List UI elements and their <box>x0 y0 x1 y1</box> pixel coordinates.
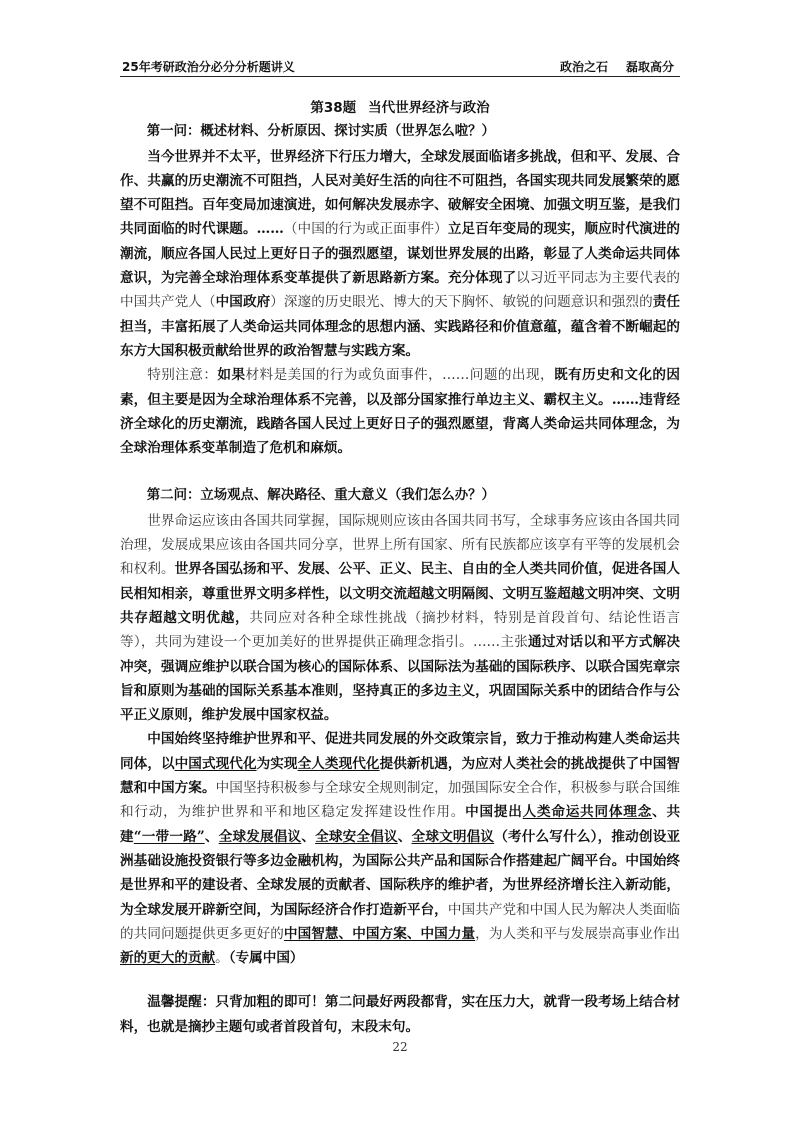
question-title <box>120 96 680 120</box>
q2-p2-underline-2: 全人类现代化 <box>297 755 380 772</box>
q1-p1-bold-2: 立足百年变局的现实，顺应时代演进的潮流，顺应各国人民过上更好日子的强烈愿望，谋划世界发展的出路，彰显了人类命运共同体意识，为完善全球治理体系变革提供了新思路新方案。充分体现了 <box>120 221 681 287</box>
tip-paragraph <box>120 990 680 1039</box>
document-body <box>120 96 680 1039</box>
q1-p2-label: 特别注意： <box>147 367 218 384</box>
q2-p2-bold-3: 提供新机遇，为应对人类社会的挑战提供了中国智慧和中国方案。 <box>120 755 681 797</box>
q2-p2-sep-2: 、 <box>301 828 316 845</box>
q2-p2-underline-9: 新的更大的贡献 <box>120 950 216 967</box>
q2-p2-underline-4: “一带一路” <box>133 828 205 845</box>
q1-p2-bold-2: 既有历史和文化的因素，但主要是因为全球治理体系不完善，以及部分国家推行单边主义、霸权主义。……违背经济全球化的历史潮流，践踏各国人民过上更好日子的强烈愿望，背离人类命运共同体理念，为全球治理体系变革制造了危机和麻烦。 <box>120 367 681 457</box>
q1-p2-text: 材料是美国的行为或负面事件，……问题的出现， <box>245 367 555 384</box>
q1-paragraph-1 <box>120 145 680 364</box>
spacer <box>120 970 680 990</box>
q1-p1-text-1: 以习近平同志为主要代表的中国共产党人（ <box>120 270 681 311</box>
q2-p2-sep-1: 、 <box>204 828 219 845</box>
q2-p2-text-4: 。 <box>215 950 229 967</box>
header-brand-name: 政治之石 <box>559 60 608 74</box>
q2-p2-bold-6: （考什么写什么），推动创设亚洲基础设施投资银行等多边金融机构，为国际公共产品和国际合作搭建起广阔平台。中国始终是世界和平的建设者、全球发展的贡献者、国际秩序的维护者，为世界经济增长注入新动能，为全球发展开辟新空间，为国际经济合作打造新平台， <box>120 828 681 918</box>
question-number: 第38题 <box>310 100 357 116</box>
q2-p2-bold-5: 、共建 <box>120 804 681 845</box>
tip-text: 温馨提醒：只背加粗的即可！第二问最好两段都背，实在压力大，就背一段考场上结合材料，也就是摘抄主题句或者首段首句，末段末句。 <box>120 994 680 1035</box>
q2-p1-text-1: 世界命运应该由各国共同掌握，国际规则应该由各国共同书写，全球事务应该由各国共同治理，发展成果应该由各国共同分享，世界上所有国家、所有民族都应该享有平等的发展机会和权利。 <box>120 512 680 578</box>
q2-p2-underline-5: 全球发展倡议 <box>218 828 302 845</box>
q2-p2-bold-7: （专属中国） <box>228 950 304 967</box>
q2-p1-bold-2: 通过对话以和平方式解决冲突，强调应维护以联合国为核心的国际体系、以国际法为基础的国际秩序、以联合国宪章宗旨和原则为基础的国际关系基本准则，坚持真正的多边主义，巩固国际关系中的团结合作与公平正义原则，维护发展中国家权益。 <box>120 634 681 724</box>
q2-p2-bold-4: 中国提出 <box>465 804 523 821</box>
q2-heading: 第二问：立场观点、解决路径、重大意义（我们怎么办？） <box>146 488 495 504</box>
q2-p2-text-2: 中国共产党和中国人民为解决人类面临的共同问题提供更多更好的 <box>120 901 680 942</box>
q1-p2-bold-1: 如果 <box>217 367 246 384</box>
q2-p2-sep-3: 、 <box>397 828 412 845</box>
q2-p1-text-2: 共同应对各种全球性挑战（摘抄材料，特别是首段首句、结论性语言等），共同为建设一个更加美好的世界提供正确理念指引。……主张 <box>120 609 681 651</box>
q1-p1-text-2: ）深邃的历史眼光、博大的天下胸怀、敏锐的问题意识和强烈的 <box>270 294 653 311</box>
header-slogan: 磊取高分 <box>625 60 674 74</box>
q2-paragraph-2 <box>120 727 680 970</box>
q2-p2-underline-8: 中国智慧、中国方案、中国力量 <box>283 925 476 942</box>
page-header <box>120 56 680 77</box>
spacer <box>120 460 680 484</box>
question-topic: 当代世界经济与政治 <box>368 100 490 116</box>
q1-p1-bold-4: 责任担当，丰富拓展了人类命运共同体理念的思想内涵、实践路径和价值意蕴，蕴含着不断崛起的东方大国积极贡献给世界的政治智慧与实践方案。 <box>120 294 681 359</box>
q2-p2-text-3: ，为人类和平与发展崇高事业作出 <box>475 925 681 942</box>
q2-p2-underline-6: 全球安全倡议 <box>315 828 398 845</box>
header-brand <box>542 58 674 75</box>
q2-p2-underline-3: 人类命运共同体理念 <box>522 804 653 821</box>
q2-p2-underline-7: 全球文明倡议 <box>411 828 495 845</box>
q2-paragraph-1 <box>120 509 680 728</box>
q2-p2-underline-1: 中国式现代化 <box>174 755 257 772</box>
q1-paragraph-2 <box>120 363 680 460</box>
q2-p2-bold-1: 中国始终坚持维护世界和平、促进共同发展的外交政策宗旨，致力于推动构建人类命运共同体，以 <box>120 731 680 772</box>
header-title: 25年考研政治分必分分析题讲义 <box>122 60 295 74</box>
q1-p1-note: （中国的行为或正面事件） <box>283 221 448 238</box>
q1-p1-bold-3: 中国政府 <box>215 294 271 311</box>
q2-p2-bold-2: 为实现 <box>256 755 298 772</box>
q1-p1-bold-1: 当今世界并不太平，世界经济下行压力增大，全球发展面临诸多挑战，但和平、发展、合作、共赢的历史潮流不可阻挡，人民对美好生活的向往不可阻挡，各国实现共同发展繁荣的愿望不可阻挡。百年变局加速演进，如何解决发展赤字、破解安全困境、加强文明互鉴，是我们共同面临的时代课题。…… <box>120 148 680 238</box>
q2-p1-bold-1: 世界各国弘扬和平、发展、公平、正义、民主、自由的全人类共同价值，促进各国人民相知相亲，尊重世界文明多样性，以文明交流超越文明隔阂、文明互鉴超越文明冲突、文明共存超越文明优越， <box>120 561 680 626</box>
page-number: 22 <box>392 1040 408 1054</box>
q2-p2-text-1: 中国坚持积极参与全球安全规则制定，加强国际安全合作，积极参与联合国维和行动，为维护世界和平和地区稳定发挥建设性作用。 <box>120 780 681 821</box>
q1-heading: 第一问：概述材料、分析原因、探讨实质（世界怎么啦？） <box>146 124 495 140</box>
